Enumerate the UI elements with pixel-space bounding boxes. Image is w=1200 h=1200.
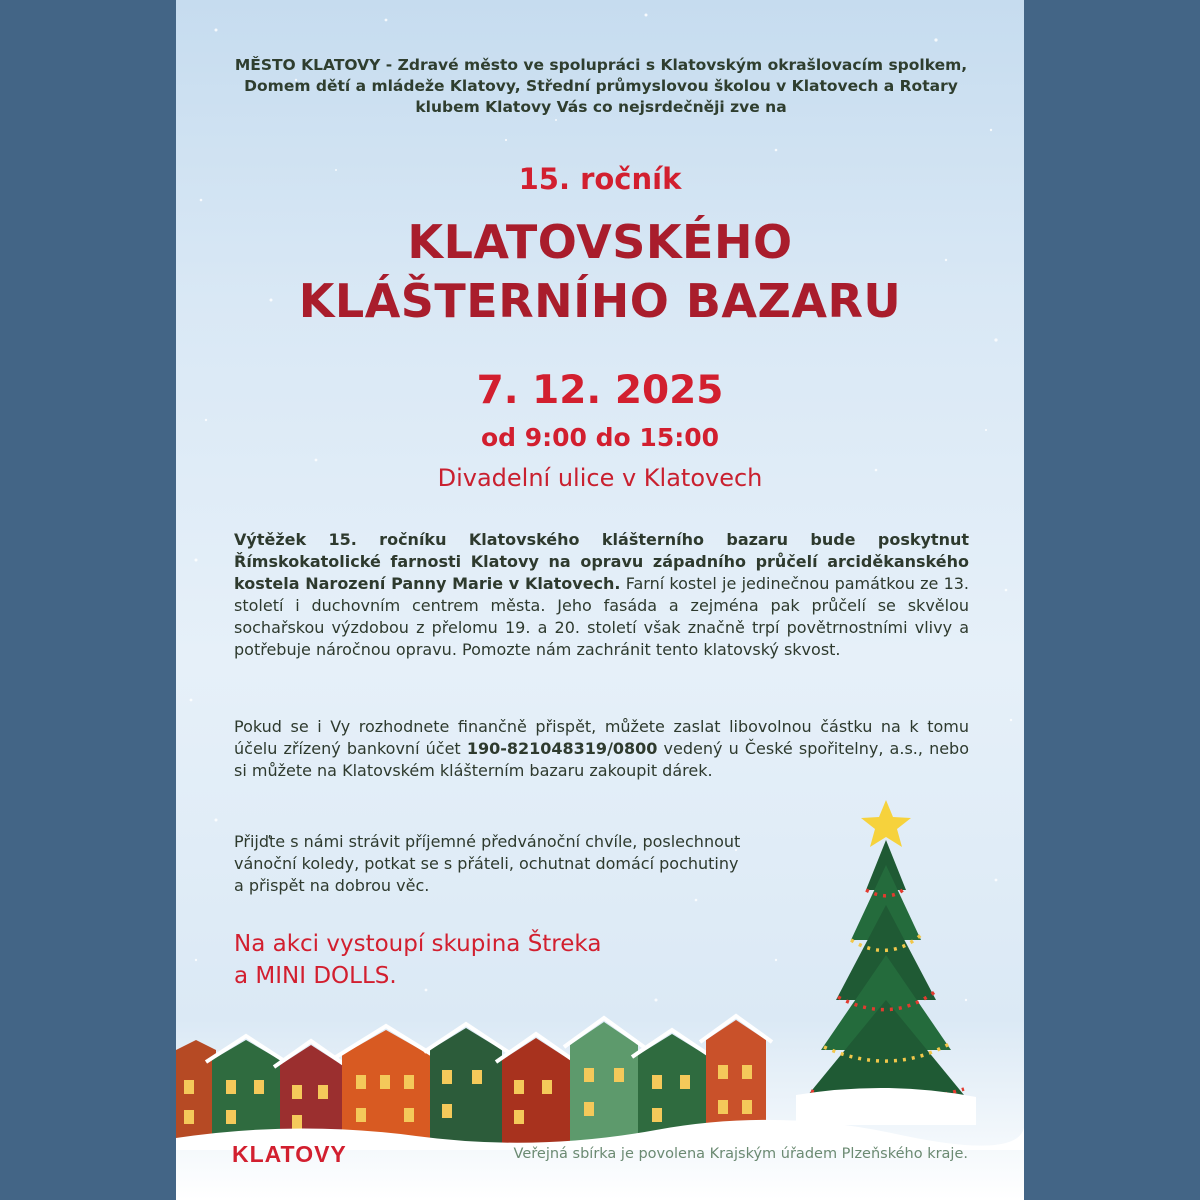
intro-lead: MĚSTO KLATOVY	[234, 56, 381, 74]
paragraph-invitation	[234, 831, 824, 897]
performers-line2: a MINI DOLLS.	[234, 963, 397, 989]
paragraph-donation-before: Pokud se i Vy rozhodnete finančně přispět, můžete zaslat libovolnou částku na k tomu účelu zřízený bankovní účet	[234, 717, 969, 758]
klatovy-logo: KLATOVY	[232, 1141, 347, 1167]
intro-text	[234, 55, 968, 118]
event-date: 7. 12. 2025	[476, 368, 724, 413]
event-place: Divadelní ulice v Klatovech	[437, 464, 763, 492]
bank-account-number: 190-821048319/0800	[466, 739, 658, 758]
paragraph-invitation-line3: a přispět na dobrou věc.	[234, 876, 430, 895]
poster	[176, 0, 1024, 1200]
paragraph-invitation-line2: vánoční koledy, potkat se s přáteli, ochutnat domácí pochutiny	[234, 854, 739, 873]
collection-permit-note: Veřejná sbírka je povolena Krajským úřadem Plzeňského kraje.	[513, 1146, 968, 1162]
intro-body: - Zdravé město ve spolupráci s Klatovským okrašlovacím spolkem, Domem dětí a mládeže Klatovy, Střední průmyslovou školou v Klatovech a Rotary klubem Klatovy Vás co nejsrdečněji zve na	[244, 56, 968, 116]
paragraph-donation	[234, 716, 969, 782]
paragraph-proceeds-rest: Farní kostel je jedinečnou památkou ze 13. století i duchovním centrem města. Jeho fasáda a zejména pak průčelí se skvělou sochařskou výzdobou z přelomu 19. a 20. století však značně trpí povětrnostními vlivy a potřebuje náročnou opravu. Pomozte nám zachránit tento klatovský skvost.	[234, 574, 970, 659]
paragraph-invitation-line1: Přijďte s námi strávit příjemné předvánoční chvíle, poslechnout	[234, 832, 741, 851]
paragraph-donation-after: vedený u České spořitelny, a.s., nebo si můžete na Klatovském klášterním bazaru zakoupit dárek.	[234, 739, 970, 780]
edition-label: 15. ročník	[518, 162, 682, 196]
event-title	[176, 213, 1024, 331]
christmas-tree-icon	[796, 795, 976, 1125]
paragraph-proceeds	[234, 529, 969, 661]
star-icon	[861, 800, 911, 847]
event-time: od 9:00 do 15:00	[480, 423, 719, 452]
performers-line1: Na akci vystoupí skupina Štreka	[234, 931, 602, 957]
paragraph-proceeds-bold: Výtěžek 15. ročníku Klatovského klášterního bazaru bude poskytnut Římskokatolické farnosti Klatovy na opravu západního průčelí arciděkanského kostela Narození Panny Marie v Klatovech.	[234, 530, 969, 593]
event-title-line2: KLÁŠTERNÍHO BAZARU	[298, 274, 902, 328]
event-title-line1: KLATOVSKÉHO	[407, 215, 793, 269]
performers	[234, 928, 654, 992]
